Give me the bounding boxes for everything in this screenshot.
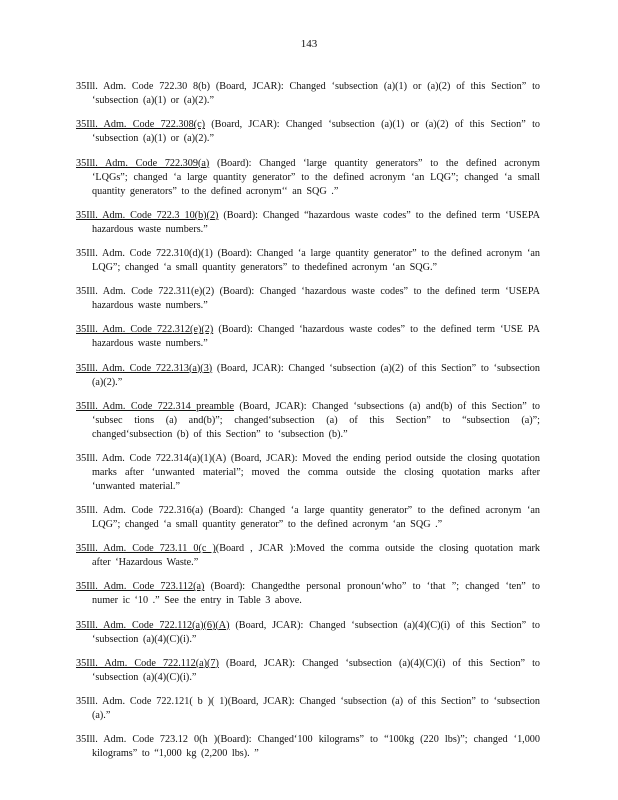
citation: 35Ill. Adm. Code 722.308(c) (76, 119, 205, 131)
citation: 35Ill. Adm. Code 722.309(a) (76, 157, 210, 169)
citation: 35Ill. Adm. Code 722.314 preamble (76, 400, 234, 412)
page-number: 143 (300, 38, 318, 50)
list-item (76, 657, 540, 685)
citation: 35Ill. Adm. Code 722.112(a)(7) (76, 657, 219, 669)
list-item (76, 118, 540, 146)
entry-text: (Board): Changed ‘a large quantity generator” to the defined acronym ‘an LQG”; changed ‘a small quantity generators” to thedefined acronym ‘an SQG.” (92, 247, 540, 273)
entry-text: (Board, JCAR): Changed ‘subsection (a)(1) or (a)(2) of this Section” to ‘subsection (a)(1) or (a)(2).” (92, 119, 540, 145)
citation: 35Ill. Adm. Code 722.312(e)(2) (76, 324, 214, 336)
citation: 35Ill. Adm. Code 723.11 0(c ) (76, 543, 216, 555)
entry-text: (Board, JCAR): Changed ‘subsection (a)(2) of this Section” to ‘subsection (a)(2).” (92, 362, 540, 388)
entry-text: (Board): Changed ‘large quantity generators” to the defined acronym ‘LQGs”; changed ‘a large quantity generator” to the defined acronym ‘an LQG”; changed ‘a small quantity generators” to the defined acronym‘‘ an SQG .” (92, 157, 540, 197)
entry-text: (Board): Changed ‘a large quantity generator” to the defined acronym ‘an LQG”; changed ‘a small quantity generator” to the defined acronym ‘an SQG .” (92, 505, 540, 531)
list-item (76, 247, 540, 275)
citation: 35Ill. Adm. Code 722.3 10(b)(2) (76, 209, 219, 221)
list-item (76, 362, 540, 390)
amendment-list (76, 70, 540, 768)
entry-text: (Board, JCAR): Changed ‘subsection (a)(1) or (a)(2) of this Section” to ‘subsection (a)(1) or (a)(2).” (92, 81, 540, 107)
citation: 35Ill. Adm. Code 722.311(e)(2) (76, 286, 215, 298)
citation: 35Ill. Adm. Code 722.121( b )( 1) (76, 696, 228, 707)
entry-text: (Board , JCAR ):Moved the comma outside the closing quotation mark after ‘Hazardous Waste.” (92, 543, 540, 569)
list-item (76, 452, 540, 494)
entry-text: (Board, JCAR): Changed ‘subsection (a)(4)(C)(i) of this Section” to ‘subsection (a)(4)(C)(i).” (92, 657, 540, 683)
list-item (76, 400, 540, 442)
list-item (76, 323, 540, 351)
list-item (76, 157, 540, 199)
citation: 35Ill. Adm. Code 722.314(a)(1)(A) (76, 452, 227, 464)
list-item (76, 80, 540, 108)
citation: 35Ill. Adm. Code 722.316(a) (76, 505, 204, 517)
citation: 35Ill. Adm. Code 722.313(a)(3) (76, 362, 213, 374)
list-item (76, 542, 540, 570)
citation: 35Ill. Adm. Code 722.30 8(b) (76, 81, 211, 93)
entry-text: (Board, JCAR): Changed ‘subsections (a) and(b) of this Section” to ‘subsec tions (a) and(b)”; changed‘subsection (a) of this Section” to “subsection (a)”; changed‘subsection (b) of this Section” to ‘subsection (b).” (92, 400, 540, 440)
entry-text: (Board, JCAR): Moved the ending period outside the closing quotation marks after ‘unwanted material”; moved the comma outside the closing quotation marks after ‘unwanted material.” (92, 452, 540, 492)
entry-text: (Board): Changed ‘hazardous waste codes” to the defined term ‘USEPA hazardous waste numbers.” (92, 286, 540, 312)
list-item (76, 580, 540, 608)
list-item (76, 619, 540, 647)
list-item (76, 285, 540, 313)
entry-text: (Board, JCAR): Changed ‘subsection (a) of this Section” to ‘subsection (a).” (92, 696, 540, 721)
entry-text: (Board): Changed “hazardous waste codes” to the defined term ‘USEPA hazardous waste numbers.” (92, 209, 540, 235)
citation: 35Ill. Adm. Code 723.112(a) (76, 581, 205, 593)
citation: 35Ill. Adm. Code 722.310(d)(1) (76, 247, 213, 259)
list-item (76, 209, 540, 237)
citation: 35Ill. Adm. Code 723.12 0(h ) (76, 734, 218, 746)
entry-text: (Board): Changed‘100 kilograms” to “100kg (220 lbs)”; changed ‘1,000 kilograms” to “1,000 kg (2,200 lbs). ” (92, 734, 540, 760)
entry-text: (Board, JCAR): Changed ‘subsection (a)(4)(C)(i) of this Section” to ‘subsection (a)(4)(C)(i).” (92, 619, 540, 645)
list-item (76, 504, 540, 532)
entry-text: (Board): Changedthe personal pronoun‘who” to ‘that ”; changed ‘ten” to numer ic ‘10 .” See the entry in Table 3 above. (92, 581, 540, 607)
citation: 35Ill. Adm. Code 722.112(a)(6)(A) (76, 619, 230, 631)
list-item (76, 733, 540, 761)
list-item (76, 695, 540, 723)
entry-text: (Board): Changed ‘hazardous waste codes” to the defined term ‘USE PA hazardous waste numbers.” (92, 324, 540, 350)
